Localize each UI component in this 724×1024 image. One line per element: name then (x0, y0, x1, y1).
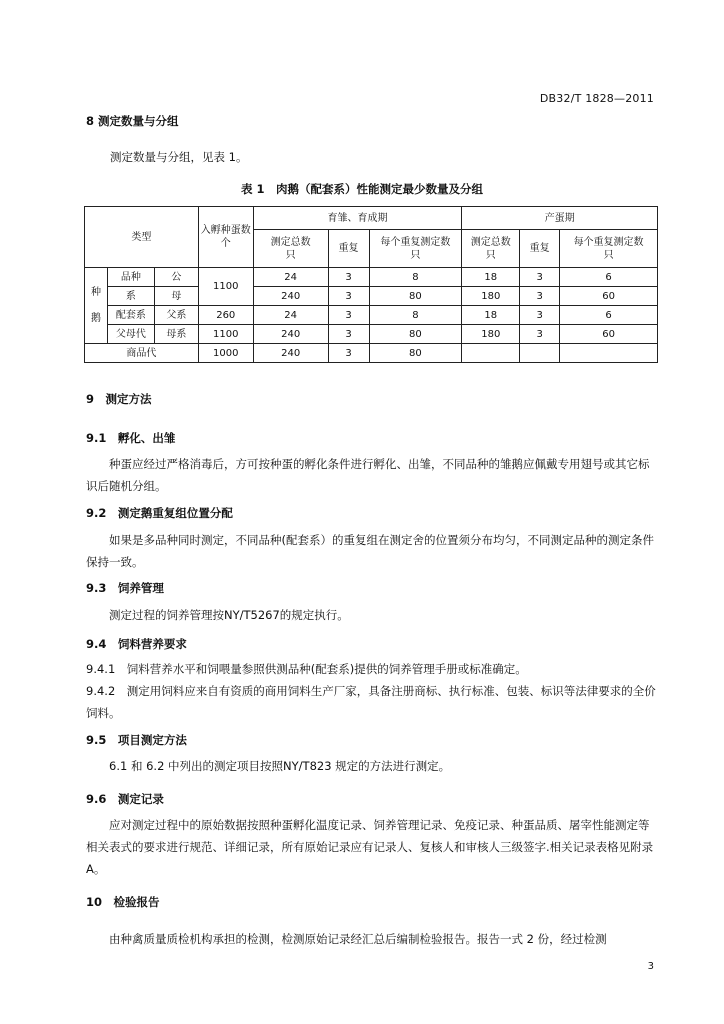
section-9-6-heading: 9.6 测定记录 (86, 792, 164, 806)
table-cell: 18 (462, 268, 520, 287)
section-9-4-heading: 9.4 饲料营养要求 (86, 637, 187, 651)
header-rearing-rep: 重复 (328, 230, 369, 268)
section-9-5-text: 6.1 和 6.2 中列出的测定项目按照NY/T823 规定的方法进行测定。 (109, 759, 451, 773)
header-laying-per-rep: 每个重复测定数 只 (560, 230, 658, 268)
table-cell: 260 (198, 306, 253, 325)
table-caption: 表 1 肉鹅（配套系）性能测定最少数量及分组 (240, 182, 483, 196)
section-9-1-heading: 9.1 孵化、出雏 (86, 431, 176, 445)
group-label: 种 鹅 (85, 268, 108, 344)
table-cell: 系 (107, 287, 154, 306)
header-rearing-total: 测定总数 只 (253, 230, 328, 268)
table-cell (520, 344, 560, 363)
section-9-3-text: 测定过程的饲养管理按NY/T5267的规定执行。 (109, 608, 349, 622)
section-10-heading: 10 检验报告 (86, 895, 160, 909)
standard-code: DB32/T 1828—2011 (539, 92, 654, 105)
header-laying-period: 产蛋期 (462, 207, 658, 230)
table-cell: 父系 (154, 306, 198, 325)
table-cell: 8 (369, 306, 462, 325)
table-header-row (85, 207, 658, 230)
table-cell: 配套系 (107, 306, 154, 325)
table-cell: 商品代 (85, 344, 199, 363)
table-cell: 24 (253, 306, 328, 325)
section-8-text: 测定数量与分组，见表 1。 (110, 150, 248, 164)
table-cell (462, 344, 520, 363)
table-cell: 3 (520, 325, 560, 344)
table-cell: 公 (154, 268, 198, 287)
section-9-4-1-text: 9.4.1 饲料营养水平和饲喂量参照供测品种(配套系)提供的饲养管理手册或标准确定。 (86, 662, 527, 676)
table-cell: 240 (253, 287, 328, 306)
table-cell: 240 (253, 344, 328, 363)
section-10-text: 由种禽质量质检机构承担的检测，检测原始记录经汇总后编制检验报告。报告一式 2 份，经过检测 (109, 932, 607, 946)
page-number: 3 (647, 961, 654, 972)
table-cell: 8 (369, 268, 462, 287)
table-cell: 80 (369, 325, 462, 344)
header-type: 类型 (85, 207, 199, 268)
table-row (85, 325, 658, 344)
table-cell: 180 (462, 287, 520, 306)
section-9-4-2-text: 9.4.2 测定用饲料应来自有资质的商用饲料生产厂家，具备注册商标、执行标准、包装、标识等法律要求的全价饲料。 (86, 684, 656, 720)
header-rearing-per-rep: 每个重复测定数 只 (369, 230, 462, 268)
table-cell: 80 (369, 287, 462, 306)
table-cell: 3 (328, 306, 369, 325)
table-row (85, 344, 658, 363)
section-9-6-text: 应对测定过程中的原始数据按照种蛋孵化温度记录、饲养管理记录、免疫记录、种蛋品质、屠宰性能测定等相关表式的要求进行规范、详细记录，所有原始记录应有记录人、复核人和审核人三级签字.相关记录表格见附录A。 (86, 818, 654, 876)
table-cell: 60 (560, 287, 658, 306)
table-cell: 6 (560, 306, 658, 325)
table-cell: 1100 (198, 268, 253, 306)
table-cell: 3 (328, 325, 369, 344)
table-cell: 80 (369, 344, 462, 363)
table-row (85, 287, 658, 306)
header-hatch-eggs: 入孵种蛋数 个 (198, 207, 253, 268)
table-cell: 60 (560, 325, 658, 344)
table-cell: 24 (253, 268, 328, 287)
section-9-2-text: 如果是多品种同时测定，不同品种(配套系）的重复组在测定舍的位置须分布均匀，不同测定品种的测定条件保持一致。 (86, 533, 654, 569)
section-9-heading: 9 测定方法 (86, 392, 152, 406)
table-cell: 3 (328, 344, 369, 363)
table-cell (560, 344, 658, 363)
table-cell: 3 (520, 268, 560, 287)
table-cell: 3 (520, 306, 560, 325)
section-9-5-heading: 9.5 项目测定方法 (86, 733, 187, 747)
table-cell: 180 (462, 325, 520, 344)
table-cell: 3 (328, 287, 369, 306)
header-laying-total: 测定总数 只 (462, 230, 520, 268)
table-cell: 3 (328, 268, 369, 287)
table-cell: 母 (154, 287, 198, 306)
section-9-1-text: 种蛋应经过严格消毒后，方可按种蛋的孵化条件进行孵化、出雏，不同品种的雏鹅应佩戴专用翅号或其它标识后随机分组。 (86, 457, 650, 493)
table-cell: 母系 (154, 325, 198, 344)
table-cell: 3 (520, 287, 560, 306)
header-laying-rep: 重复 (520, 230, 560, 268)
header-rearing-period: 育雏、育成期 (253, 207, 462, 230)
section-8-heading: 8 测定数量与分组 (86, 114, 179, 128)
table-cell: 品种 (107, 268, 154, 287)
table-cell: 父母代 (107, 325, 154, 344)
section-9-2-heading: 9.2 测定鹅重复组位置分配 (86, 506, 233, 520)
table-row (85, 268, 658, 287)
section-9-3-heading: 9.3 饲养管理 (86, 581, 164, 595)
table-cell: 6 (560, 268, 658, 287)
table-cell: 1100 (198, 325, 253, 344)
table-cell: 18 (462, 306, 520, 325)
performance-table (84, 206, 658, 363)
table-cell: 1000 (198, 344, 253, 363)
table-cell: 240 (253, 325, 328, 344)
table-row (85, 306, 658, 325)
